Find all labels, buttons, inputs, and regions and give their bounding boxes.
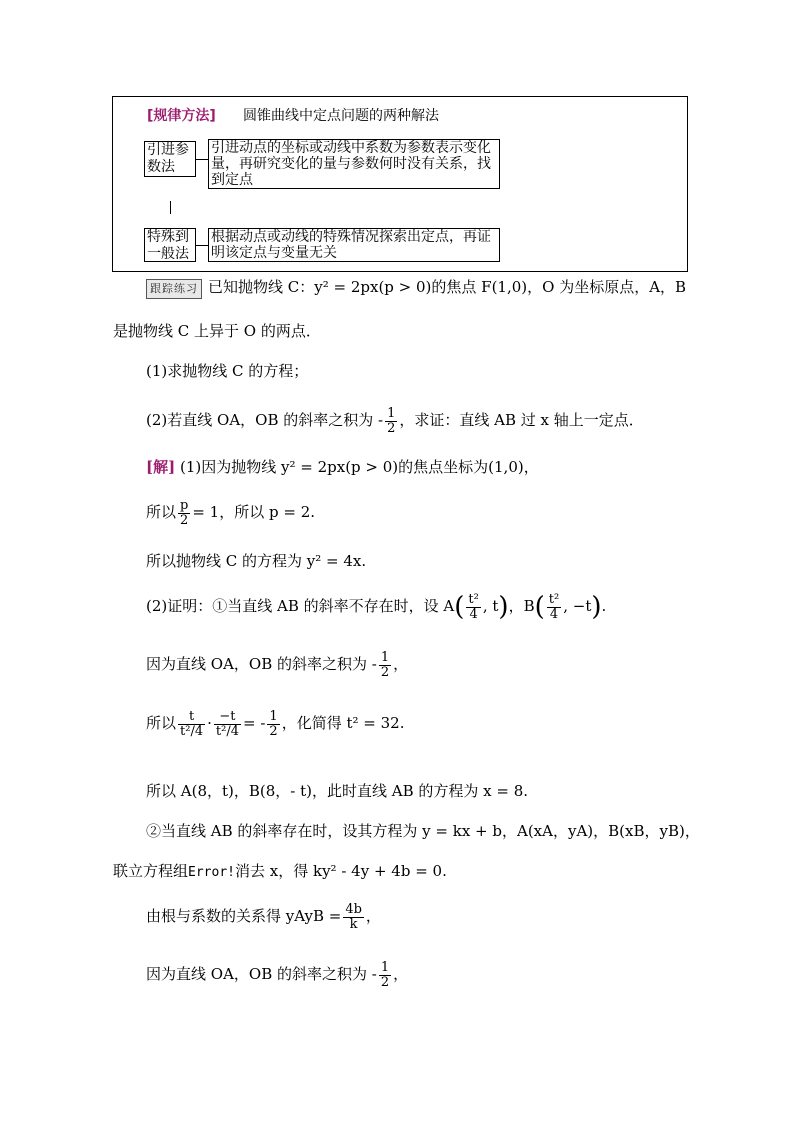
solution-line-4: (2)证明：①当直线 AB 的斜率不存在时，设 A( $\frac{\text{t²}}{4}$ , t)，B( $\frac{\text{t²}}{4}$ , −t).: [146, 591, 607, 622]
denom-den: 4: [194, 723, 204, 739]
fraction-4b-over-k: [343, 903, 364, 932]
practice-line-2: [113, 322, 321, 340]
denom-num: t²: [215, 723, 227, 739]
solution-text: 所以抛物线 C 的方程为 y² = 4x.: [146, 552, 367, 570]
denominator: t²/4: [215, 723, 240, 739]
numerator: 1: [380, 649, 390, 665]
method2-label: 特殊到一般法: [144, 228, 196, 262]
solution-text: (1)因为抛物线 y² = 2px(p > 0)的焦点坐标为(1,0)，: [179, 458, 539, 476]
solution-text: = -: [243, 714, 266, 732]
solution-line-8: [146, 822, 700, 840]
question-1: [146, 362, 308, 380]
numerator: 1: [387, 405, 396, 421]
fraction-one-half: [379, 961, 391, 990]
solution-line-5: [146, 646, 408, 682]
solution-text: (2)证明：①当直线 AB 的斜率不存在时，设 A: [146, 597, 455, 615]
fraction-t-over-t2-4: [178, 710, 205, 739]
solution-line-2: [146, 494, 315, 530]
question-text: ，求证：直线 AB 过 x 轴上一定点．: [399, 411, 644, 429]
method-box: [112, 96, 688, 272]
question-2: [146, 402, 644, 438]
fraction-t2-over-4: [466, 593, 480, 622]
solution-text: 因为直线 OA，OB 的斜率之积为 -: [146, 655, 377, 673]
question-text: (1)求抛物线 C 的方程；: [146, 362, 309, 380]
coord-y: t: [492, 597, 499, 615]
problem-text: 是抛物线 C 上异于 O 的两点．: [113, 322, 321, 340]
connector-line: [196, 159, 208, 160]
practice-line-1: [146, 278, 686, 299]
numerator: −t: [214, 710, 241, 725]
solution-text: ，: [393, 965, 409, 983]
solution-text: ，B: [508, 597, 535, 615]
fraction-one-half: [385, 407, 397, 436]
denominator: k: [349, 916, 358, 932]
denominator: 2: [380, 664, 390, 680]
solution-text: ，: [365, 907, 381, 925]
fraction-one-half: [379, 651, 391, 680]
method2-description: 根据动点或动线的特殊情况探索出定点，再证明该定点与变量无关: [208, 228, 500, 262]
fraction-one-half: [267, 710, 279, 739]
practice-tag: 跟踪练习: [146, 279, 202, 299]
solution-text: 由根与系数的关系得 yAyB =: [146, 907, 342, 925]
numerator: 4b: [345, 901, 362, 917]
denom-den: 4: [230, 723, 240, 739]
denominator: 2: [380, 974, 390, 990]
fraction-t2-over-4: [547, 593, 561, 622]
solution-line-10: [146, 898, 381, 934]
fraction-p-over-2: [178, 499, 190, 528]
paren-close: ): [591, 592, 602, 622]
numerator: 1: [380, 959, 390, 975]
method1-description: 引进动点的坐标或动线中系数为参数表示变化量，再研究变化的量与参数何时没有关系，找到定点: [208, 139, 500, 189]
problem-text: 已知抛物线 C：y² = 2px(p > 0)的焦点 F(1,0)，O 为坐标原点，A，B: [208, 278, 687, 296]
coord-y: −t: [572, 597, 592, 615]
solution-text: 所以: [146, 503, 177, 521]
denominator: 4: [469, 606, 478, 622]
solution-line-11: [146, 956, 408, 992]
method-title: 圆锥曲线中定点问题的两种解法: [243, 108, 439, 124]
connector-line: [196, 245, 208, 246]
solution-text: .: [601, 597, 607, 615]
solution-text: ，: [393, 655, 409, 673]
method-tag: [规律方法]: [147, 108, 216, 124]
solution-text: = 1，所以 p = 2.: [192, 503, 316, 521]
separator-bar: [170, 201, 171, 214]
fraction-negt-over-t2-4: [214, 710, 241, 739]
numerator: t: [178, 710, 205, 725]
denominator: 4: [549, 606, 559, 622]
solution-line-7: [146, 782, 528, 800]
solution-text: 联立方程组: [113, 862, 189, 880]
numerator: p: [180, 497, 189, 513]
solution-text: 消去 x，得 ky² - 4y + 4b = 0.: [234, 862, 447, 880]
solution-line-6: 所以 $\frac{t}{\text{t²/4}}$ · $\frac{-t}{\text{t²/4}}$ = - $\frac{1}{2}$ ，化简得 t² = 32.: [146, 708, 405, 739]
paren-open: (: [534, 592, 545, 622]
numerator: 1: [269, 708, 278, 724]
question-text: (2)若直线 OA，OB 的斜率之积为 -: [146, 411, 384, 429]
solution-line-3: [146, 552, 366, 570]
numerator: t²: [548, 591, 560, 607]
denominator: 2: [387, 420, 396, 436]
solution-text: ，化简得 t² = 32.: [281, 714, 405, 732]
error-placeholder: Error!: [188, 865, 235, 880]
solution-text: 所以 A(8，t)，B(8，- t)，此时直线 AB 的方程为 x = 8.: [146, 782, 529, 800]
solution-line-1: [146, 458, 539, 476]
solution-tag: [解]: [146, 458, 176, 476]
solution-text: 因为直线 OA，OB 的斜率之积为 -: [146, 965, 377, 983]
numerator: t²: [468, 591, 479, 607]
paren-close: ): [498, 592, 509, 622]
solution-text: ②当直线 AB 的斜率存在时，设其方程为 y = kx + b，A(xA，yA)，B(xB，yB)，: [146, 822, 700, 840]
paren-open: (: [454, 592, 465, 622]
denominator: 2: [180, 512, 189, 528]
solution-line-9: [113, 862, 447, 882]
denominator: t²/4: [180, 723, 204, 739]
solution-text: 所以: [146, 714, 177, 732]
denominator: 2: [269, 723, 278, 739]
method1-label: 引进参数法: [144, 141, 196, 177]
denom-num: t²: [180, 723, 191, 739]
